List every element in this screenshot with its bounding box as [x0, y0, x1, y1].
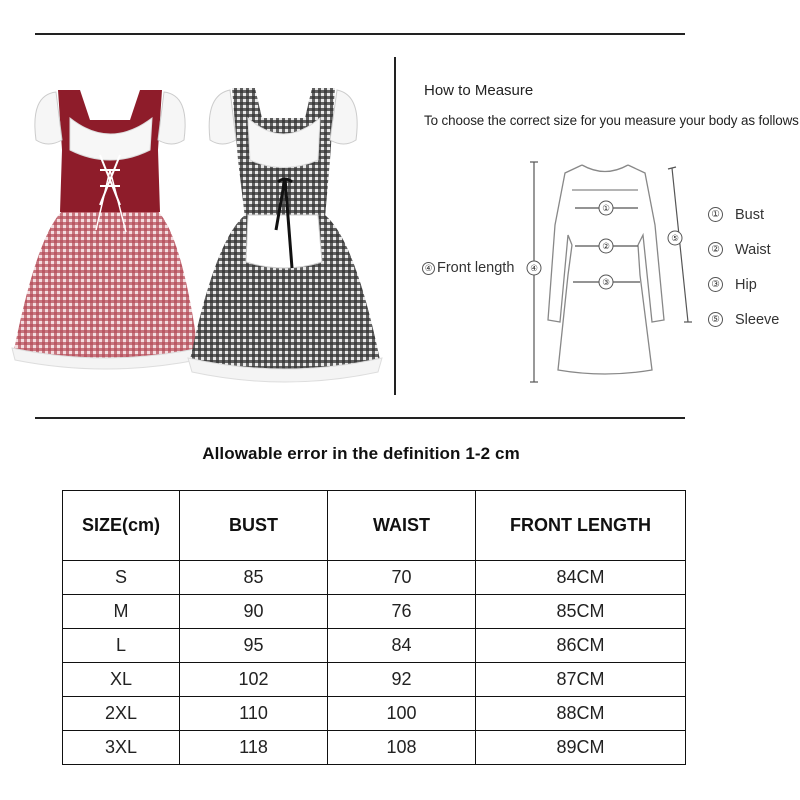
legend-item	[708, 302, 779, 337]
tolerance-caption: Allowable error in the definition 1-2 cm	[202, 444, 520, 463]
header-waist: WAIST	[328, 491, 476, 561]
cell-waist: 70	[328, 561, 476, 595]
cell-size: 3XL	[63, 731, 180, 765]
legend-number: ⑤	[708, 312, 723, 327]
measurement-diagram	[520, 155, 700, 385]
cell-size: M	[63, 595, 180, 629]
black-dress-image	[188, 88, 382, 382]
measure-legend	[708, 197, 779, 337]
table-header-row	[63, 491, 686, 561]
table-row	[63, 731, 686, 765]
sleeve-marker: ⑤	[671, 233, 679, 243]
cell-bust: 102	[180, 663, 328, 697]
cell-bust: 118	[180, 731, 328, 765]
header-size: SIZE(cm)	[63, 491, 180, 561]
table-row	[63, 697, 686, 731]
product-photo	[0, 80, 395, 390]
header-front-length: FRONT LENGTH	[476, 491, 686, 561]
cell-size: L	[63, 629, 180, 663]
front-length-label	[422, 260, 514, 276]
cell-front-length: 86CM	[476, 629, 686, 663]
red-dress-image	[12, 90, 200, 369]
bust-marker: ①	[602, 203, 610, 213]
cell-waist: 84	[328, 629, 476, 663]
front-length-text: Front length	[437, 260, 515, 276]
legend-item	[708, 267, 779, 302]
table-row	[63, 595, 686, 629]
cell-waist: 108	[328, 731, 476, 765]
front-length-number: ④	[422, 262, 435, 275]
legend-label: Hip	[735, 276, 757, 293]
header-bust: BUST	[180, 491, 328, 561]
cell-bust: 95	[180, 629, 328, 663]
size-table	[62, 490, 686, 765]
legend-number: ③	[708, 277, 723, 292]
cell-bust: 90	[180, 595, 328, 629]
legend-number: ②	[708, 242, 723, 257]
cell-waist: 92	[328, 663, 476, 697]
cell-front-length: 88CM	[476, 697, 686, 731]
cell-front-length: 85CM	[476, 595, 686, 629]
measure-subtitle: To choose the correct size for you measure your body as follows	[424, 113, 799, 128]
cell-front-length: 84CM	[476, 561, 686, 595]
table-row	[63, 663, 686, 697]
legend-label: Waist	[735, 241, 771, 258]
cell-size: 2XL	[63, 697, 180, 731]
measure-title: How to Measure	[424, 82, 534, 99]
cell-front-length: 89CM	[476, 731, 686, 765]
cell-waist: 76	[328, 595, 476, 629]
cell-bust: 110	[180, 697, 328, 731]
middle-rule	[35, 417, 685, 419]
legend-label: Bust	[735, 206, 765, 223]
legend-item	[708, 197, 779, 232]
cell-size: XL	[63, 663, 180, 697]
table-row	[63, 561, 686, 595]
table-row	[63, 629, 686, 663]
legend-label: Sleeve	[735, 311, 780, 328]
waist-marker: ②	[602, 241, 610, 251]
front-length-marker: ④	[530, 263, 538, 273]
hip-marker: ③	[602, 277, 610, 287]
cell-waist: 100	[328, 697, 476, 731]
cell-size: S	[63, 561, 180, 595]
cell-front-length: 87CM	[476, 663, 686, 697]
legend-item	[708, 232, 779, 267]
top-rule	[35, 33, 685, 35]
legend-number: ①	[708, 207, 723, 222]
cell-bust: 85	[180, 561, 328, 595]
